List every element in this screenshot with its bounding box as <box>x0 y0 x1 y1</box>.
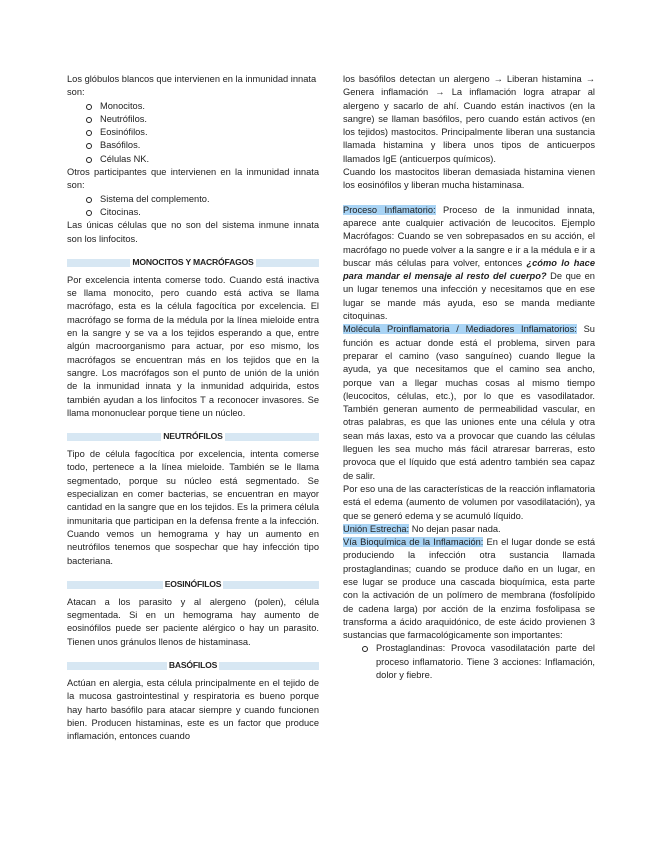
proceso-inflamatorio <box>343 204 595 324</box>
highlight-label: Vía Bioquímica de la Inflamación: <box>343 537 484 548</box>
edema-text: Por eso una de las características de la reacción inflamatoria está el edema (aumento de volumen por vasodilatación), ya que se generó edema y se acumuló líquido. <box>343 483 595 521</box>
section-heading-monocitos <box>67 256 319 271</box>
innate-cells-list <box>67 100 319 166</box>
proceso-question: ¿cómo lo hace para mandar el mensaje al resto del cuerpo? <box>343 257 595 282</box>
section-heading-eosinofilos <box>67 578 319 593</box>
section-heading-neutrofilos <box>67 430 319 445</box>
via-text: En el lugar donde se está produciendo la infección otra sustancia llamada prostaglandinas; cuando se produce daño en un lugar, en ese lugar se produce una cascada bioquímica, esta parte con la activación de un polímero de membrana (fosfolípido de cadena larga) por acción de la enzima fosfolipasa se transforma a ácido araquidónico, de este ácido provienen 3 sustancias que farmacológicamente son importantes: <box>343 537 595 641</box>
list-item: Basófilos. <box>67 139 319 152</box>
via-bioquimica <box>343 536 595 642</box>
basofilos-continuation: los basófilos detectan un alergeno → Liberan histamina → Genera inflamación → La inflamación logra atrapar al alergeno y sacarlo de ahí. Cuando están inactivos (en la sangre) se llaman basófilos, pero cuando están activos (en los tejidos) mastocitos. Principalmente liberan una sustancia llamada histamina y libera unos tipos de anticuerpos llamados IgE (anticuerpos químicos). <box>343 74 595 164</box>
proceso-text: Proceso de la inmunidad innata, aparece ante cualquier activación de leucocitos. Ejemplo Macrófagos: Cuando se ven sobrepasados en su acción, el macrófago no puede volver a la sangre e ir a la médula e ir a buscar más células para volver, entonces <box>343 204 595 268</box>
list-item: Prostaglandinas: Provoca vasodilatación parte del proceso inflamatorio. Tiene 3 acciones: Inflamación, dolor y fiebre. <box>343 642 595 682</box>
mastocitos-text: Cuando los mastocitos liberan demasiada histamina vienen los eosinófilos y liberan mucha histaminasa. <box>343 167 595 191</box>
section-title: MONOCITOS Y MACRÓFAGOS <box>132 256 254 267</box>
highlight-label: Unión Estrecha: <box>343 523 410 534</box>
list-item: Monocitos. <box>67 100 319 113</box>
neutrofilos-text: Tipo de célula fagocítica por excelencia, intenta comerse todo, pertenece a la línea mieloide. También se le llama segmentado, porque su núcleo está segmentado. Se especializan en comer bacterias, se encuentran en mayor cantidad en la sangre que en los tejidos. Es la primera célula inmunitaria que participan en la defensa frente a la infección. Cuando vemos un hemograma y hay un aumento en neutrófilos tenemos que sospechar que hay infección tipo bacteriana. <box>67 449 319 566</box>
substances-list <box>343 642 595 682</box>
proceso-text-end: De que en un lugar tenemos una infección y necesitamos que en ese lugar se mande más ayuda, eso se manda mediante citoquinas. <box>343 271 595 322</box>
molecula-proinflamatoria <box>343 323 595 483</box>
eosinofilos-text: Atacan a los parasito y al alergeno (polen), célula segmentada. Si en un hemograma hay aumento de eosinófilos puede ser paciente alérgico o hay un parasito. Tienen unos gránulos llenos de histaminasa. <box>67 596 319 647</box>
section-title: BASÓFILOS <box>168 659 218 670</box>
list-item: Sistema del complemento. <box>67 193 319 206</box>
intro-lymphocytes: Las únicas células que no son del sistema inmune innata son los linfocitos. <box>67 220 319 244</box>
list-item: Citocinas. <box>67 206 319 219</box>
monocitos-text: Por excelencia intenta comerse todo. Cuando está inactiva se llama monocito, pero cuando está activa se llama macrófago, esta es la célula fagocítica por excelencia. El macrófago se forma de la médula por la línea mieloide entra en la sangre y se va a los tejidos esperando a que, entre algún macroorganismo para actuar, por eso mismo, los macrófagos se encuentran más en los tejidos que en la sangre. Los macrófagos son el punto de unión de la unión de la inmunidad innata y la inmunidad adquirida, estos también ayudan a los linfocitos T a reconocer invasores. Se llama mononuclear porque tiene un núcleo. <box>67 274 319 418</box>
intro-innate-cells: Los glóbulos blancos que intervienen en la inmunidad innata son: <box>67 74 317 98</box>
right-column <box>343 73 595 682</box>
union-estrecha <box>343 523 595 536</box>
list-item: Neutrófilos. <box>67 113 319 126</box>
highlight-label: Molécula Proinflamatoria / Mediadores Inflamatorios: <box>343 324 577 335</box>
section-title: EOSINÓFILOS <box>164 578 222 589</box>
section-heading-basofilos <box>67 659 319 674</box>
list-item: Eosinófilos. <box>67 126 319 139</box>
list-item: Células NK. <box>67 153 319 166</box>
basofilos-text: Actúan en alergia, esta célula principalmente en el tejido de la mucosa gastrointestinal y respiratoria es bueno porque hay harto basófilo para atacar siempre y cuando funcionen bien. Producen histaminas, este es un factor que produce inflamación, entonces cuando <box>67 677 319 742</box>
left-column <box>67 73 319 743</box>
section-title: NEUTRÓFILOS <box>163 431 223 442</box>
highlight-label: Proceso Inflamatorio: <box>343 204 436 215</box>
intro-other-participants: Otros participantes que intervienen en la inmunidad innata son: <box>67 167 319 191</box>
spacer <box>343 193 595 204</box>
union-text: No dejan pasar nada. <box>409 523 501 534</box>
other-participants-list <box>67 193 319 220</box>
molecula-text: Su función es actuar donde está el problema, sirven para preparar el camino (vaso sanguíneo) cuando llegue la ayuda, ya que necesitamos que el camino sea ancho, porque van a llegar muchas cosas al mismo tiempo (leucocitos, células, etc.), por lo que es vasodilatador. También generan aumento de permeabilidad vascular, en otras palabras, es que las uniones ente una célula y otra sean más laxas, esto va a provocar que cuando las células lleguen les sea mucho más fácil atraresar barreras, esto provoca que el líquido que está adentro también sea capaz de salir. <box>343 324 595 481</box>
